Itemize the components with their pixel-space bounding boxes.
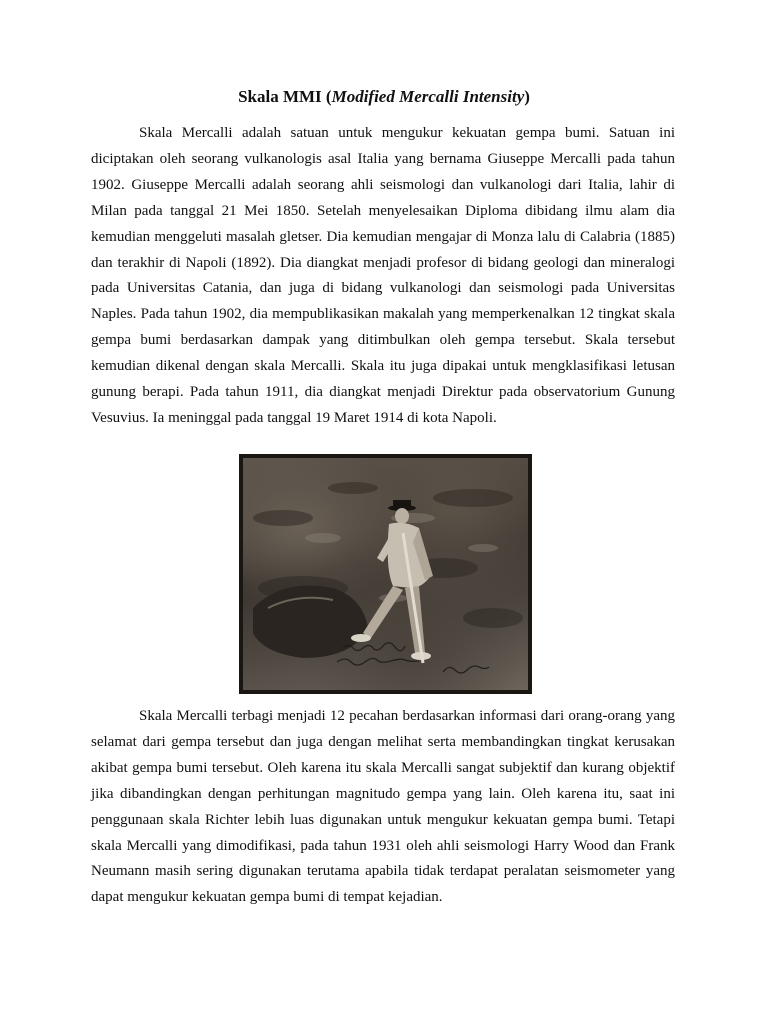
title-italic: Modified Mercalli Intensity (331, 87, 525, 106)
title-prefix: Skala MMI ( (238, 87, 332, 106)
paragraph-2: Skala Mercalli terbagi menjadi 12 pecahan berdasarkan informasi dari orang-orang yang selamat dari gempa tersebut dan juga dengan melihat serta membandingkan tingkat kerusakan akibat gempa bumi tersebut. Oleh karena itu skala Mercalli sangat subjektif dan kurang objektif jika dibandingkan dengan perhitungan magnitudo gempa yang lain. Oleh karena itu, saat ini penggunaan skala Richter lebih luas digunakan untuk mengukur kekuatan gempa bumi. Tetapi skala Mercalli yang dimodifikasi, pada tahun 1931 oleh ahli seismologi Harry Wood dan Frank Neumann masih sering digunakan terutama apabila tidak terdapat peralatan seismometer yang dapat mengukur kekuatan gempa bumi di tempat kejadian. (91, 708, 675, 906)
title-suffix: ) (524, 87, 530, 106)
page-title (0, 86, 768, 108)
photo-image (243, 458, 528, 690)
mercalli-photo (239, 454, 532, 694)
photo-illustration (243, 458, 528, 690)
paragraph-1: Skala Mercalli adalah satuan untuk mengukur kekuatan gempa bumi. Satuan ini diciptakan oleh seorang vulkanologis asal Italia yang bernama Giuseppe Mercalli pada tahun 1902. Giuseppe Mercalli adalah seorang ahli seismologi dan vulkanologi dari Italia, lahir di Milan pada tanggal 21 Mei 1850. Setelah menyelesaikan Diploma dibidang ilmu alam dia kemudian menggeluti masalah gletser. Dia kemudian mengajar di Monza lalu di Calabria (1885) dan terakhir di Napoli (1892). Dia diangkat menjadi profesor di bidang geologi dan mineralogi pada Universitas Catania, dan juga di bidang vulkanologi dan seismologi pada Universitas Naples. Pada tahun 1902, dia mempublikasikan makalah yang memperkenalkan 12 tingkat skala gempa bumi berdasarkan dampak yang ditimbulkan oleh gempa tersebut. Skala tersebut kemudian dikenal dengan skala Mercalli. Skala itu juga dipakai untuk mengklasifikasi letusan gunung berapi. Pada tahun 1911, dia diangkat menjadi Direktur pada observatorium Gunung Vesuvius. Ia meninggal pada tanggal 19 Maret 1914 di kota Napoli. (91, 125, 675, 426)
